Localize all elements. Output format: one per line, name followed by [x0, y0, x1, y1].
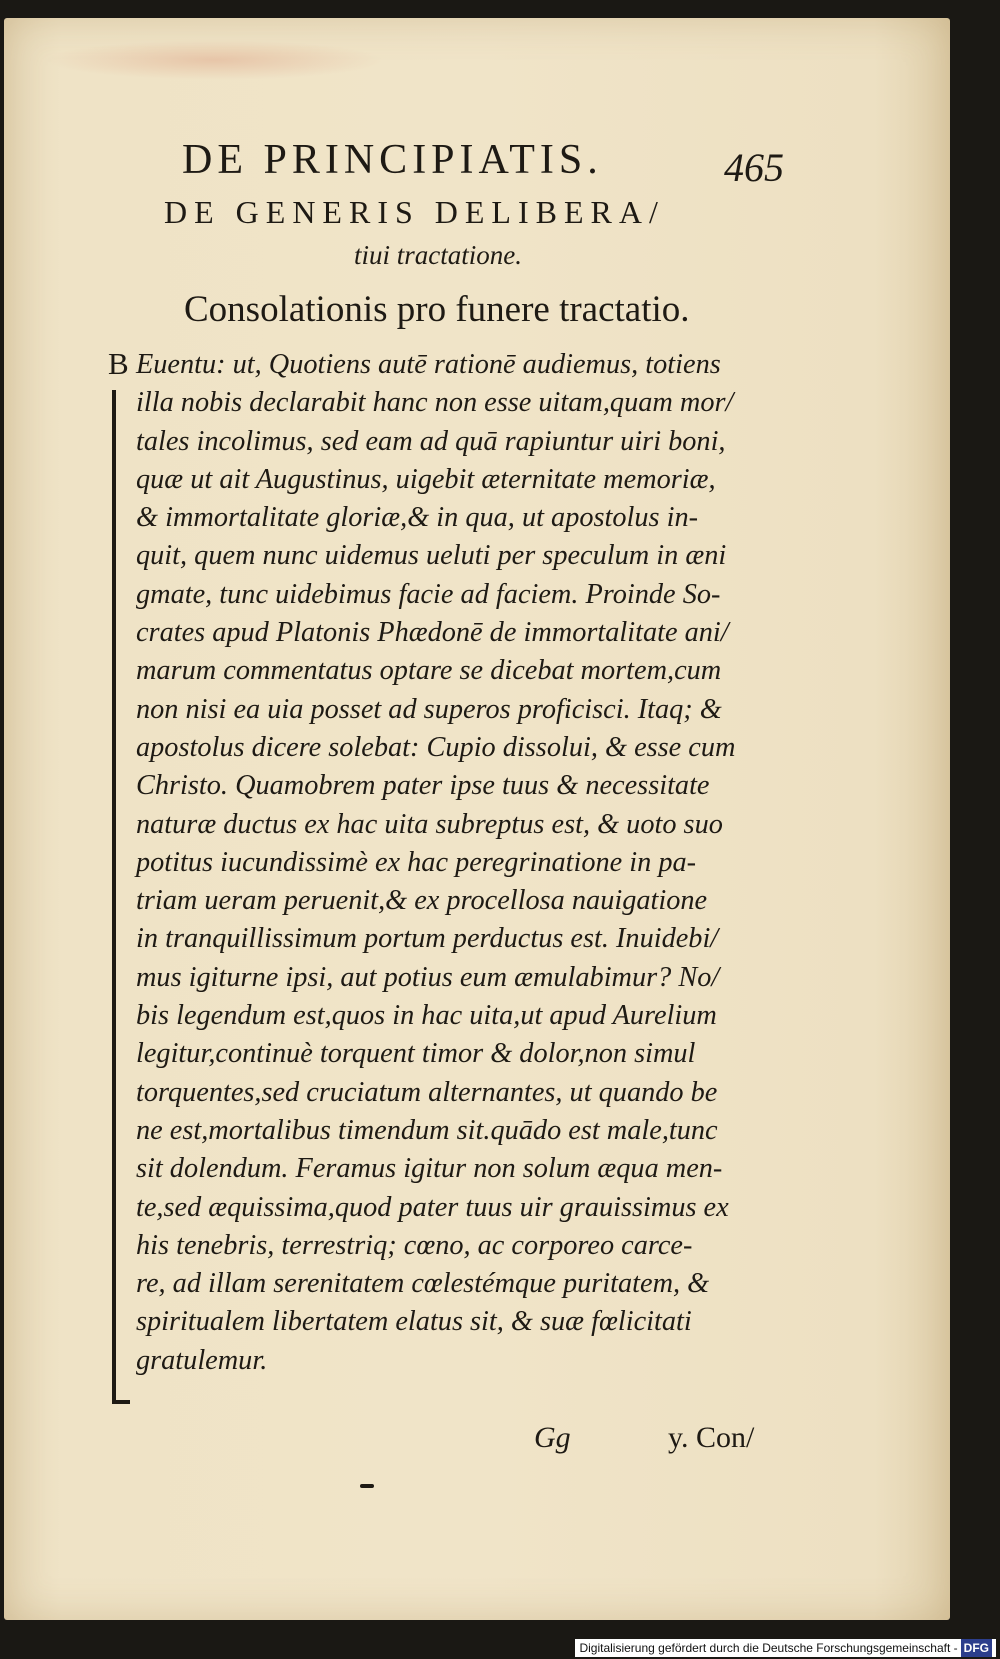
body-line: Euentu: ut, Quotiens autē rationē audiemus, totiens	[136, 349, 721, 380]
body-line: gmate, tunc uidebimus facie ad faciem. Proinde So-	[136, 578, 721, 610]
margin-bracket	[112, 390, 130, 1404]
subheading-line-2: tiui tractatione.	[354, 240, 522, 270]
body-line: tales incolimus, sed eam ad quā rapiuntur uiri boni,	[136, 425, 726, 457]
body-line: his tenebris, terrestriq; cœno, ac corporeo carce-	[136, 1229, 693, 1261]
body-line: apostolus dicere solebat: Cupio dissolui, & esse cum	[136, 731, 736, 763]
margin-marker: B	[108, 346, 129, 381]
body-line: spiritualem libertatem elatus sit, & suæ fœlicitati	[136, 1306, 692, 1338]
body-line: mus igiturne ipsi, aut potius eum æmulabimur? No/	[136, 961, 720, 993]
body-line: gratulemur.	[136, 1344, 268, 1376]
body-line: marum commentatus optare se dicebat mortem,cum	[136, 655, 722, 687]
body-line: in tranquillissimum portum perductus est. Inuidebi/	[136, 923, 719, 955]
running-head: DE PRINCIPIATIS.	[182, 137, 603, 183]
body-line: illa nobis declarabit hanc non esse uitam,quam mor/	[136, 387, 734, 419]
body-line: bis legendum est,quos in hac uita,ut apud Aurelium	[136, 1000, 717, 1032]
body-line: naturæ ductus ex hac uita subreptus est, & uoto suo	[136, 808, 723, 840]
book-page	[4, 18, 950, 1620]
body-line: legitur,continuè torquent timor & dolor,non simul	[136, 1038, 696, 1070]
section-title: Consolationis pro funere tractatio.	[184, 289, 690, 330]
signature-mark: Gg	[534, 1421, 571, 1454]
page-stain	[44, 40, 384, 80]
body-text	[136, 346, 786, 1380]
body-line: & immortalitate gloriæ,& in qua, ut apostolus in-	[136, 502, 699, 534]
body-line: triam ueram peruenit,& ex procellosa nauigatione	[136, 885, 708, 917]
subheading-line-1: DE GENERIS DELIBERA/	[164, 194, 665, 230]
body-line: non nisi ea uia posset ad superos proficisci. Itaq; &	[136, 693, 722, 725]
catchword: y. Con/	[668, 1421, 755, 1454]
footer-text: Digitalisierung gefördert durch die Deutsche Forschungsgemeinschaft -	[579, 1641, 958, 1655]
body-line: ne est,mortalibus timendum sit.quādo est male,tunc	[136, 1114, 718, 1146]
dfg-logo: DFG	[961, 1639, 992, 1657]
body-line: sit dolendum. Feramus igitur non solum æqua men-	[136, 1153, 723, 1185]
ink-mark	[360, 1484, 374, 1488]
body-line: Christo. Quamobrem pater ipse tuus & necessitate	[136, 770, 710, 802]
body-line: quit, quem nunc uidemus ueluti per speculum in æni	[136, 540, 727, 572]
body-line: crates apud Platonis Phædonē de immortalitate ani/	[136, 617, 729, 649]
body-line: potitus iucundissimè ex hac peregrinatione in pa-	[136, 846, 697, 878]
body-line: re, ad illam serenitatem cœlestémque puritatem, &	[136, 1268, 710, 1300]
page-number: 465	[724, 145, 784, 190]
digitization-footer	[575, 1639, 996, 1657]
body-line: torquentes,sed cruciatum alternantes, ut quando be	[136, 1076, 718, 1108]
body-line: te,sed æquissima,quod pater tuus uir grauissimus ex	[136, 1191, 729, 1223]
body-line: quæ ut ait Augustinus, uigebit æternitate memoriæ,	[136, 463, 716, 495]
